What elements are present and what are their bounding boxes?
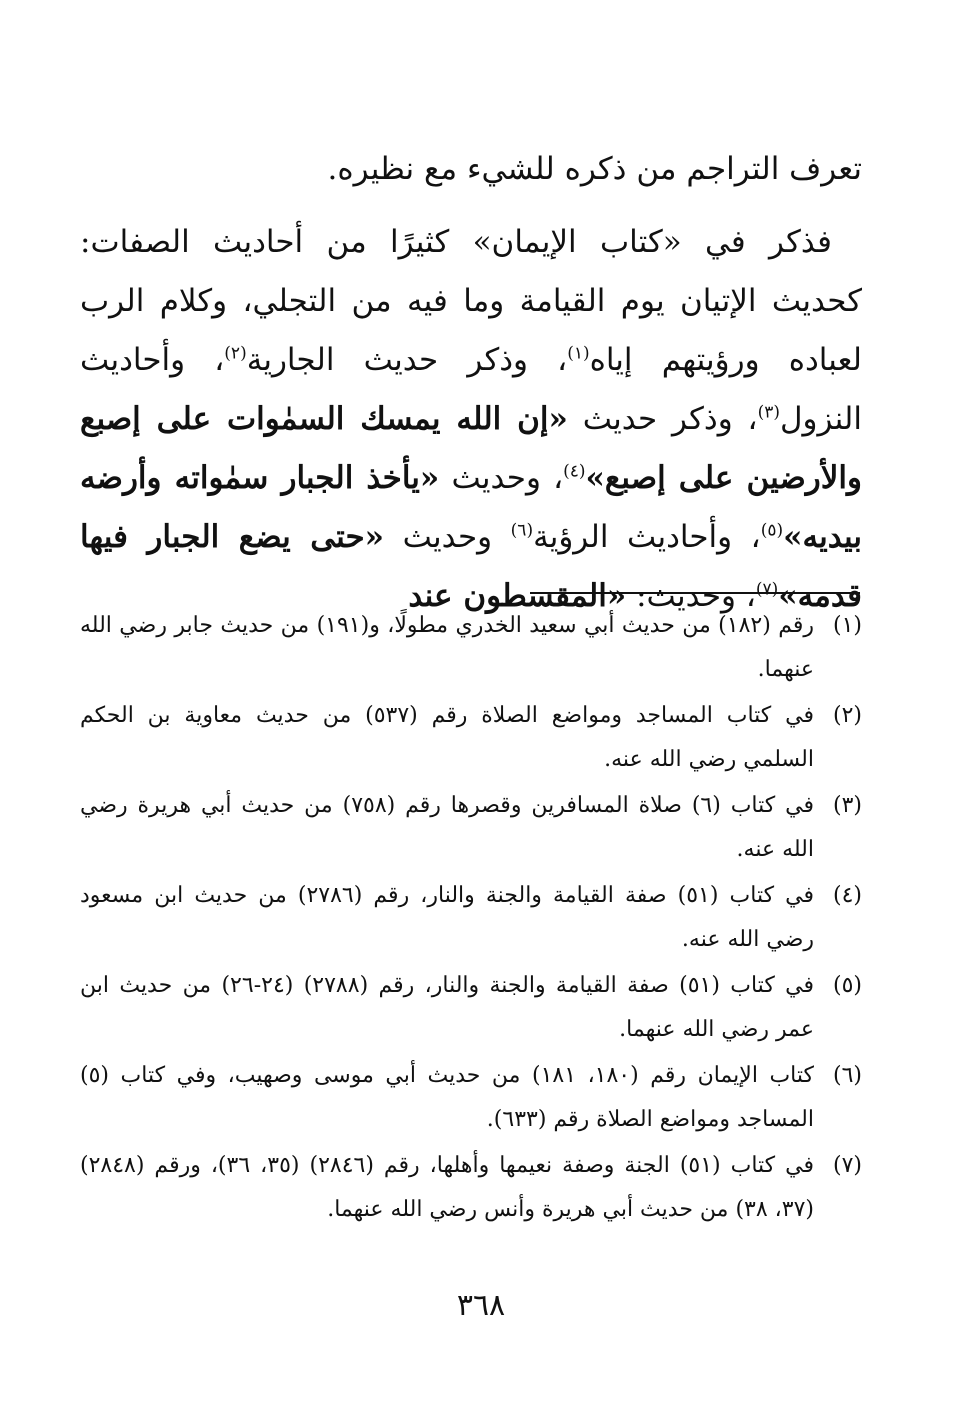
footnote bbox=[80, 1054, 862, 1142]
footnote bbox=[80, 1144, 862, 1232]
footnote-ref-5: (٥) bbox=[760, 520, 784, 541]
page-number: ٣٦٨ bbox=[456, 1288, 506, 1323]
footnote bbox=[80, 604, 862, 692]
footnote bbox=[80, 874, 862, 962]
main-text bbox=[80, 140, 862, 626]
footnotes bbox=[80, 604, 862, 1234]
hadith-quote-2: «يأخذ الجبار سمٰواته وأرضه بيديه» bbox=[80, 460, 862, 555]
footnote-text: في كتاب المساجد ومواضع الصلاة رقم (٥٣٧) من حديث معاوية بن الحكم السلمي رضي الله عنه. bbox=[80, 703, 814, 772]
text-run: ، وحديث bbox=[439, 460, 564, 496]
text-run: فذكر في «كتاب الإيمان» كثيرًا من أحاديث الصفات: كحديث الإتيان يوم القيامة وما فيه من التجلي، وكلام الرب لعباده ورؤيتهم إياه bbox=[80, 224, 862, 378]
text-run: ، وأحاديث النزول bbox=[80, 342, 862, 437]
hadith-quote-3: «حتى يضع الجبار فيها قدمه» bbox=[80, 519, 862, 614]
footnote bbox=[80, 784, 862, 872]
footnote-number: (٣) bbox=[832, 793, 862, 818]
footnote bbox=[80, 964, 862, 1052]
text-run: وحديث bbox=[384, 519, 511, 555]
hadith-quote-4: «المقسطون عند bbox=[408, 578, 627, 614]
text-run: ، وحديث: bbox=[626, 578, 756, 614]
footnote-text: في كتاب (٥١) الجنة وصفة نعيمها وأهلها، رقم (٢٨٤٦) (٣٥، ٣٦)، ورقم (٢٨٤٨) (٣٧، ٣٨) من حديث أبي هريرة وأنس رضي الله عنهما. bbox=[80, 1153, 814, 1222]
footnote bbox=[80, 694, 862, 782]
footnote-number: (٦) bbox=[832, 1063, 862, 1088]
footnote-text: رقم (١٨٢) من حديث أبي سعيد الخدري مطولًا، و(١٩١) من حديث جابر رضي الله عنهما. bbox=[80, 613, 814, 682]
footnote-separator bbox=[530, 592, 860, 594]
footnote-text: كتاب الإيمان رقم (١٨٠، ١٨١) من حديث أبي موسى وصهيب، وفي كتاب (٥) المساجد ومواضع الصلاة رقم (٦٣٣). bbox=[80, 1063, 814, 1132]
footnote-number: (١) bbox=[832, 613, 862, 638]
footnote-number: (٧) bbox=[832, 1153, 862, 1178]
footnote-ref-1: (١) bbox=[567, 343, 590, 364]
footnote-number: (٥) bbox=[832, 973, 862, 998]
footnote-text: في كتاب (٥١) صفة القيامة والجنة والنار، رقم (٢٧٨٦) من حديث ابن مسعود رضي الله عنه. bbox=[80, 883, 814, 952]
footnote-text: في كتاب (٦) صلاة المسافرين وقصرها رقم (٧٥٨) من حديث أبي هريرة رضي الله عنه. bbox=[80, 793, 814, 862]
footnote-ref-2: (٢) bbox=[224, 343, 247, 364]
hadith-quote-1: «إن الله يمسك السمٰوات على إصبع والأرضين على إصبع» bbox=[80, 401, 863, 496]
footnote-ref-6: (٦) bbox=[510, 520, 534, 541]
paragraph-1: تعرف التراجم من ذكره للشيء مع نظيره. bbox=[327, 151, 862, 187]
footnote-ref-4: (٤) bbox=[563, 461, 586, 482]
footnote-ref-3: (٣) bbox=[757, 402, 780, 423]
text-run: ، وأحاديث الرؤية bbox=[533, 519, 761, 555]
text-run: ، وذكر حديث الجارية bbox=[246, 342, 568, 378]
footnote-number: (٤) bbox=[832, 883, 862, 908]
footnote-number: (٢) bbox=[832, 703, 862, 728]
footnote-ref-7: (٧) bbox=[755, 579, 779, 600]
paragraph-2 bbox=[80, 213, 862, 626]
text-run: ، وذكر حديث bbox=[567, 401, 758, 437]
footnote-text: في كتاب (٥١) صفة القيامة والجنة والنار، رقم (٢٧٨٨) (٢٤-٢٦) من حديث ابن عمر رضي الله عنهما. bbox=[80, 973, 814, 1042]
